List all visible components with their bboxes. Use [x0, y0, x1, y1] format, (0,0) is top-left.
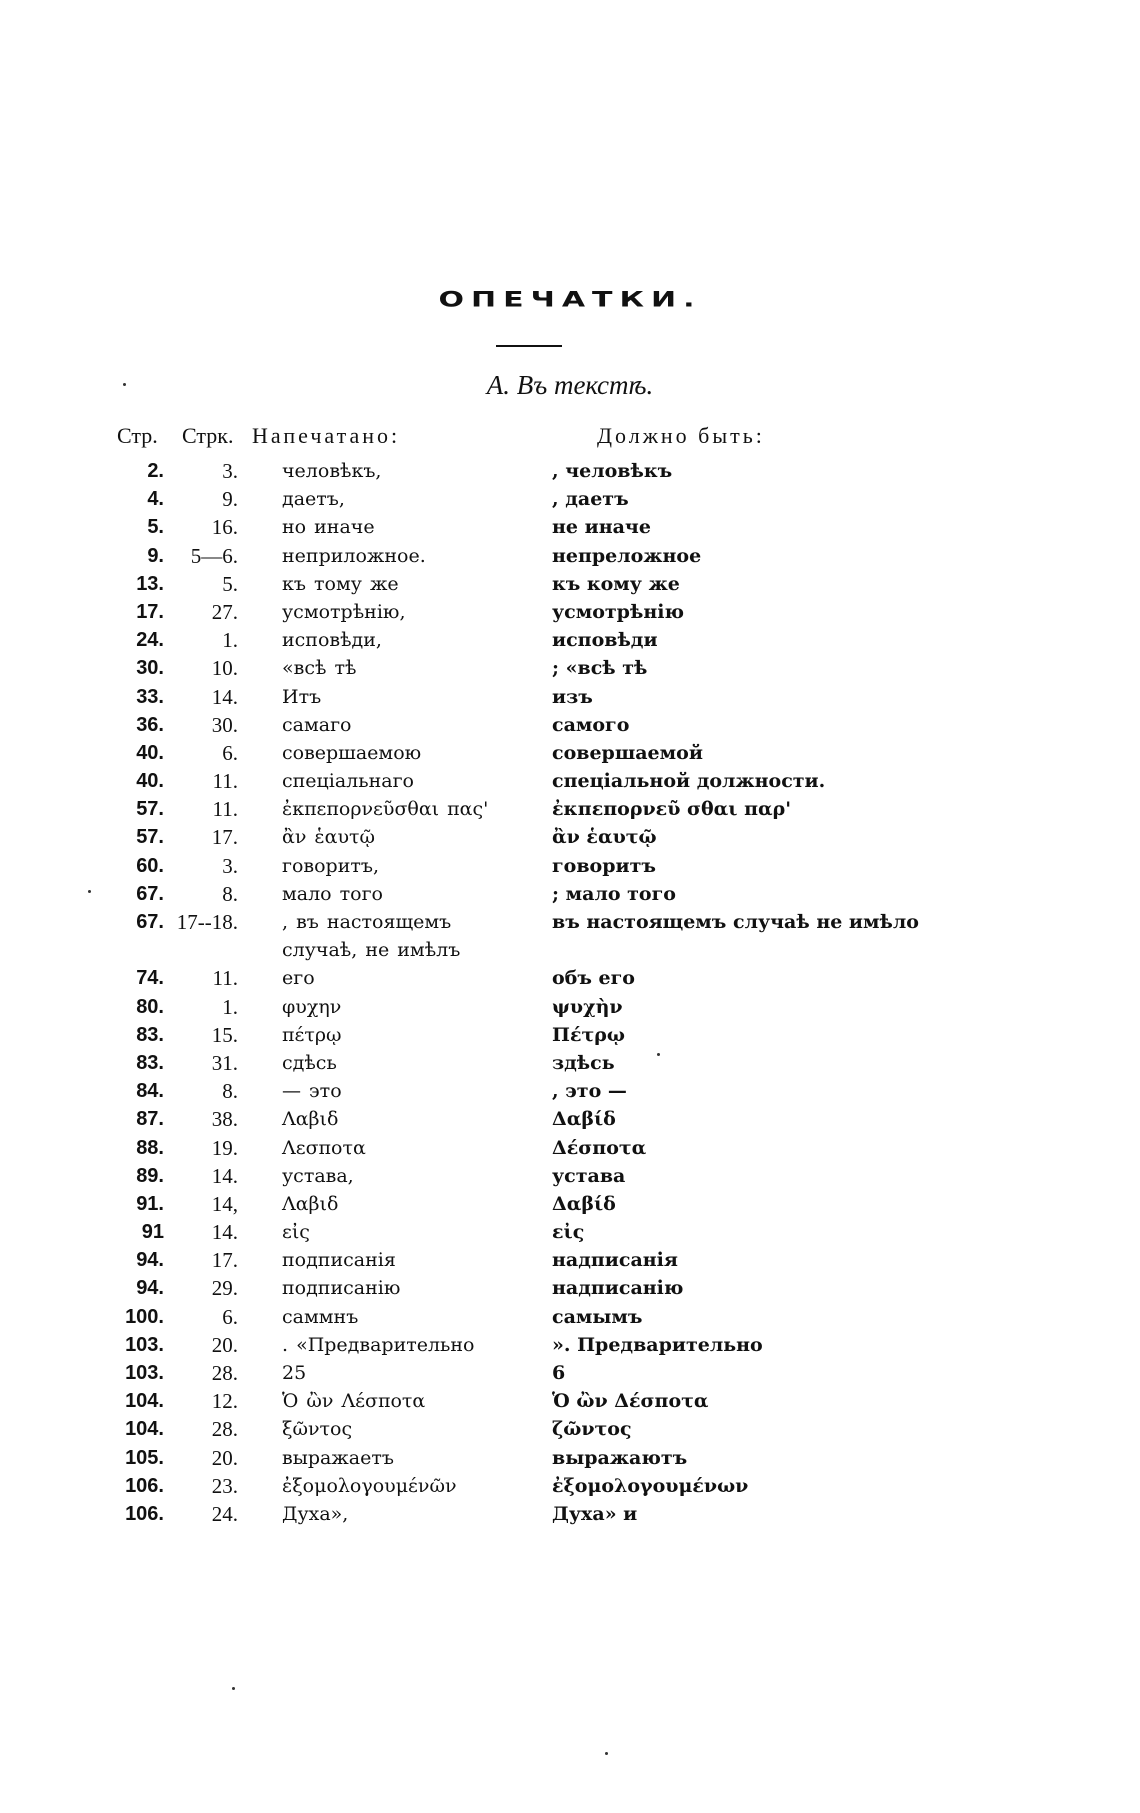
column-header-should-be: Должно быть: [597, 423, 765, 448]
table-row [0, 1077, 1140, 1105]
page-number: 5. [147, 516, 164, 539]
line-number: 23. [211, 1473, 238, 1498]
table-row [0, 1444, 1140, 1472]
correct-text: совершаемой [552, 741, 703, 764]
section-subtitle: А. Въ текстѣ. [486, 370, 654, 400]
print-speck [123, 383, 126, 386]
page-number: 94. [136, 1277, 164, 1300]
page-number: 13. [136, 572, 164, 595]
line-number: 20. [211, 1332, 238, 1357]
page-number: 9. [147, 544, 164, 567]
table-row [0, 852, 1140, 880]
line-number: 14. [211, 1220, 238, 1245]
correct-text: Δαβίδ [552, 1192, 616, 1215]
printed-text: къ тому же [282, 572, 399, 595]
line-number: 11. [212, 797, 238, 822]
print-speck [232, 1687, 235, 1690]
line-number: 6. [222, 1304, 238, 1329]
correct-text: къ кому же [552, 572, 680, 595]
correct-text: въ настоящемъ случаѣ не имѣло [552, 911, 919, 933]
table-row [0, 513, 1140, 541]
printed-text: εἰς [282, 1221, 310, 1244]
table-row [0, 739, 1140, 767]
table-row [0, 1190, 1140, 1218]
line-number: 19. [211, 1135, 238, 1160]
page-number: 84. [136, 1080, 164, 1103]
line-number: 24. [211, 1501, 238, 1526]
page-number: 17. [136, 600, 164, 623]
page-number: 91 [141, 1221, 164, 1244]
printed-text: исповѣди, [282, 629, 382, 652]
correct-text: , это — [552, 1080, 627, 1103]
table-row [0, 1105, 1140, 1133]
correct-text: самымъ [552, 1305, 643, 1328]
printed-text: Итъ [282, 685, 322, 708]
line-number: 3. [222, 853, 238, 878]
line-number: 17--18. [176, 910, 238, 934]
table-row [0, 1359, 1140, 1387]
page-number: 100. [125, 1305, 164, 1328]
print-speck [605, 1752, 608, 1755]
page-number: 106. [125, 1502, 164, 1525]
correct-text: ἐκπεπορνεῦ σθαι παρ' [552, 798, 792, 821]
page-number: 57. [136, 826, 164, 849]
table-row [0, 1246, 1140, 1274]
table-row [0, 598, 1140, 626]
page-number: 33. [136, 685, 164, 708]
printed-text: 25 [282, 1362, 307, 1385]
table-row [0, 683, 1140, 711]
page-number: 80. [136, 995, 164, 1018]
page-number: 74. [136, 967, 164, 990]
table-row [0, 1303, 1140, 1331]
printed-text: совершаемою [282, 741, 422, 764]
printed-text: усмотрѣнію, [282, 600, 406, 623]
table-row [0, 1162, 1140, 1190]
correct-text: непреложное [552, 544, 702, 567]
line-number: 3. [222, 459, 238, 483]
line-number: 8. [222, 1079, 238, 1104]
table-header [0, 423, 1140, 455]
printed-text: спеціальнаго [282, 770, 414, 793]
printed-text: ἐκπεπορνεῦσθαι πας' [282, 798, 489, 821]
correct-text: здѣсь [552, 1051, 615, 1074]
correct-text: Ὁ ὢν Δέσποτα [552, 1390, 709, 1413]
printed-text: мало того [282, 882, 383, 905]
printed-text: Духа», [282, 1502, 349, 1525]
printed-text: человѣкъ, [282, 460, 382, 482]
page-number: 83. [136, 1051, 164, 1074]
table-row [0, 1415, 1140, 1443]
column-header-printed: Напечатано: [252, 423, 401, 448]
page-number: 83. [136, 1023, 164, 1046]
line-number: 20. [211, 1445, 238, 1470]
page-number: 87. [136, 1108, 164, 1131]
line-number: 11. [212, 966, 238, 991]
page-number: 88. [136, 1136, 164, 1159]
line-number: 14. [211, 1163, 238, 1188]
correct-text: надписанію [552, 1277, 684, 1300]
line-number: 5. [222, 571, 238, 596]
page-number: 105. [125, 1446, 164, 1469]
correct-text: εἰς [552, 1221, 585, 1244]
line-number: 5—6. [190, 543, 238, 568]
printed-text: . «Предварительно [282, 1333, 475, 1356]
printed-text: подписанія [282, 1249, 396, 1272]
printed-text: Λαβιδ [282, 1108, 339, 1131]
line-number: 28. [211, 1417, 238, 1442]
table-row [0, 654, 1140, 682]
table-row [0, 823, 1140, 851]
table-row [0, 711, 1140, 739]
column-header-line: Стрк. [182, 423, 234, 448]
table-row [0, 1218, 1140, 1246]
printed-text: подписанію [282, 1277, 401, 1300]
page-number: 2. [147, 460, 164, 482]
page-number: 57. [136, 798, 164, 821]
line-number: 14, [211, 1191, 238, 1216]
correct-text: изъ [552, 685, 593, 708]
page-number: 103. [125, 1362, 164, 1385]
page-number: 36. [136, 713, 164, 736]
printed-text: — это [282, 1080, 342, 1103]
page-number: 94. [136, 1249, 164, 1272]
table-row [0, 964, 1140, 992]
correct-text: говоритъ [552, 854, 656, 877]
printed-text: «всѣ тѣ [282, 657, 357, 680]
line-number: 14. [211, 684, 238, 709]
table-row [0, 1049, 1140, 1077]
printed-text: , въ настоящемъ случаѣ, не имѣлъ [282, 911, 461, 961]
line-number: 9. [222, 487, 238, 512]
printed-text: но иначе [282, 516, 375, 539]
printed-text: самаго [282, 713, 352, 736]
table-row [0, 1021, 1140, 1049]
table-row [0, 767, 1140, 795]
line-number: 28. [211, 1361, 238, 1386]
correct-text: самого [552, 713, 630, 736]
line-number: 17. [211, 825, 238, 850]
table-row [0, 908, 1140, 964]
table-row [0, 485, 1140, 513]
correct-text: ψυχὴν [552, 995, 623, 1018]
correct-text: ἐξομολογουμένων [552, 1474, 749, 1497]
correct-text: выражаютъ [552, 1446, 688, 1469]
printed-text: сдѣсь [282, 1051, 337, 1074]
correct-text: не иначе [552, 516, 651, 539]
table-row [0, 542, 1140, 570]
title-divider [496, 345, 562, 347]
correct-text: спеціальной должности. [552, 770, 826, 793]
line-number: 29. [211, 1276, 238, 1301]
print-speck [657, 1053, 660, 1056]
page-number: 104. [125, 1390, 164, 1413]
printed-text: неприложное. [282, 544, 426, 567]
printed-text: устава, [282, 1164, 354, 1187]
table-row [0, 570, 1140, 598]
printed-text: ξῶντος [282, 1418, 353, 1441]
line-number: 6. [222, 740, 238, 765]
page-title: ОПЕЧАТКИ. [438, 286, 702, 313]
page-number: 60. [136, 854, 164, 877]
correct-text: ζῶντος [552, 1418, 632, 1441]
correct-text: 6 [552, 1362, 566, 1385]
line-number: 15. [211, 1022, 238, 1047]
printed-text: Λεσποτα [282, 1136, 366, 1159]
correct-text: устава [552, 1164, 626, 1187]
line-number: 12. [211, 1389, 238, 1414]
table-row [0, 1387, 1140, 1415]
correct-text: ; мало того [552, 882, 676, 905]
errata-table [0, 457, 1140, 1528]
printed-text: его [282, 967, 315, 990]
page-number: 106. [125, 1474, 164, 1497]
correct-text: , человѣкъ [552, 460, 673, 482]
table-row [0, 993, 1140, 1021]
page-number: 30. [136, 657, 164, 680]
column-header-page: Стр. [117, 423, 158, 448]
line-number: 11. [212, 769, 238, 794]
correct-text: ἂν ἑαυτῷ [552, 826, 657, 849]
page-number: 40. [136, 770, 164, 793]
line-number: 16. [211, 515, 238, 540]
page-number: 40. [136, 741, 164, 764]
page-number: 103. [125, 1333, 164, 1356]
table-row [0, 1134, 1140, 1162]
line-number: 30. [211, 712, 238, 737]
table-row [0, 795, 1140, 823]
table-row [0, 1331, 1140, 1359]
printed-text: Ὁ ὢν Λέσποτα [282, 1390, 426, 1413]
printed-text: выражаетъ [282, 1446, 394, 1469]
line-number: 10. [211, 656, 238, 681]
correct-text: объ его [552, 967, 635, 990]
correct-text: Δέσποτα [552, 1136, 647, 1159]
table-row [0, 457, 1140, 485]
printed-text: даетъ, [282, 488, 345, 511]
correct-text: ». Предварительно [552, 1333, 763, 1356]
line-number: 31. [211, 1050, 238, 1075]
line-number: 17. [211, 1248, 238, 1273]
table-row [0, 626, 1140, 654]
printed-text: πέτρῳ [282, 1023, 342, 1046]
printed-text: ἂν ἑαυτῷ [282, 826, 376, 849]
line-number: 8. [222, 881, 238, 906]
page-number: 67. [136, 911, 164, 933]
correct-text: Πέτρῳ [552, 1023, 626, 1046]
page-number: 91. [136, 1192, 164, 1215]
table-row [0, 1500, 1140, 1528]
printed-text: саммнъ [282, 1305, 359, 1328]
correct-text: надписанія [552, 1249, 678, 1272]
page-number: 104. [125, 1418, 164, 1441]
correct-text: Δαβίδ [552, 1108, 616, 1131]
table-row [0, 880, 1140, 908]
printed-text: ἐξομολογουμένῶν [282, 1474, 457, 1497]
correct-text: ; «всѣ тѣ [552, 657, 648, 680]
table-row [0, 1472, 1140, 1500]
page-number: 4. [147, 488, 164, 511]
page-number: 24. [136, 629, 164, 652]
line-number: 38. [211, 1107, 238, 1132]
table-row [0, 1274, 1140, 1302]
correct-text: усмотрѣнію [552, 600, 684, 623]
correct-text: Духа» и [552, 1502, 638, 1525]
page-number: 67. [136, 882, 164, 905]
correct-text: , даетъ [552, 488, 629, 511]
printed-text: говоритъ, [282, 854, 379, 877]
print-speck [88, 890, 91, 893]
printed-text: Λαβιδ [282, 1192, 339, 1215]
line-number: 1. [222, 628, 238, 653]
line-number: 1. [222, 994, 238, 1019]
printed-text: φυχην [282, 995, 342, 1018]
page-number: 89. [136, 1164, 164, 1187]
correct-text: исповѣди [552, 629, 658, 652]
line-number: 27. [211, 599, 238, 624]
